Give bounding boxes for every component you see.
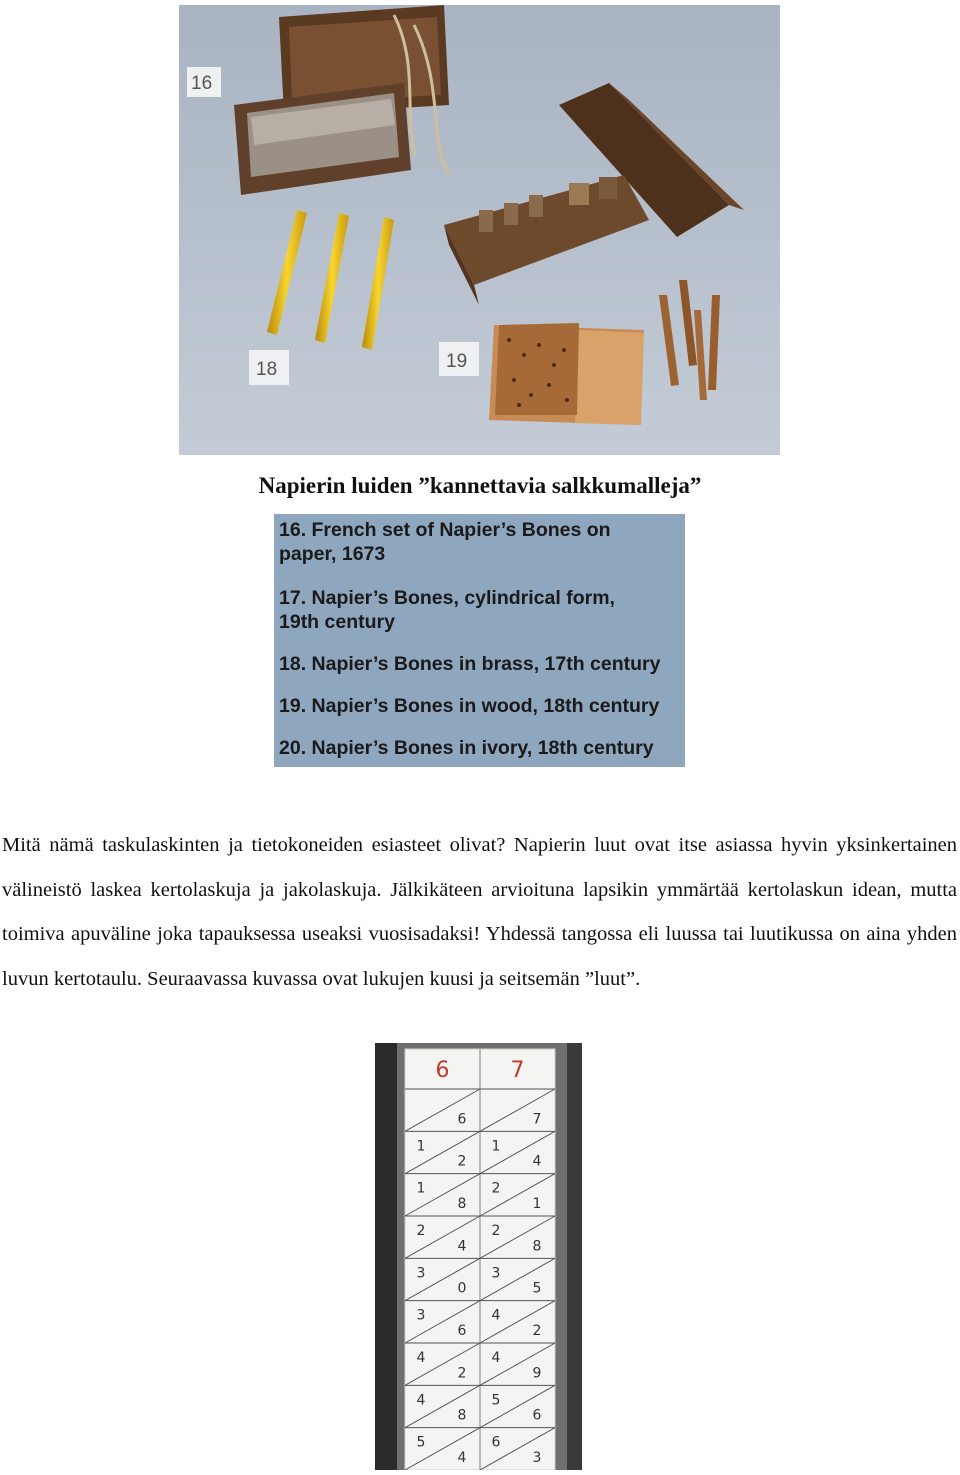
rod-header-digit: 6	[435, 1058, 450, 1083]
rod-units-digit: 7	[532, 1111, 542, 1128]
label-line: paper, 1673	[279, 543, 386, 565]
rod-units-digit: 6	[457, 1323, 467, 1339]
tag-16: 16	[191, 73, 213, 94]
photo-caption: Napierin luiden ”kannettavia salkkumalleja”	[258, 473, 702, 498]
rod-tens-digit: 2	[491, 1223, 501, 1239]
label-line: 19. Napier’s Bones in wood, 18th century	[279, 695, 660, 717]
museum-label-panel	[274, 514, 685, 767]
rod-units-digit: 2	[532, 1323, 542, 1339]
rod-tens-digit: 1	[416, 1138, 426, 1155]
rod-tens-digit: 2	[416, 1223, 426, 1239]
rod-units-digit: 3	[532, 1450, 542, 1466]
label-line: 17. Napier’s Bones, cylindrical form,	[279, 587, 615, 609]
rod-header-digit: 7	[510, 1058, 525, 1083]
tag-19: 19	[446, 351, 468, 372]
rod-tens-digit: 1	[416, 1180, 426, 1197]
rod-units-digit: 4	[457, 1450, 467, 1466]
body-paragraph: Mitä nämä taskulaskinten ja tietokoneiden esiasteet olivat? Napierin luut ovat itse asiassa hyvin yksinkertainen välineistö laskea kertolaskuja ja jakolaskuja. Jälkikäteen arvioituna lapsikin ymmärtää kertolaskun idean, mutta toimiva apuväline joka tapauksessa useaksi vuosisadaksi! Yhdessä tangossa eli luussa tai luutikussa on aina yhden luvun kertotaulu. Seuraavassa kuvassa ovat lukujen kuusi ja seitsemän ”luut”.	[2, 834, 957, 990]
rod-units-digit: 4	[532, 1153, 542, 1170]
rod-units-digit: 6	[457, 1111, 467, 1128]
rod-tens-digit: 4	[416, 1350, 426, 1366]
rod-units-digit: 1	[532, 1196, 542, 1212]
napier-bones-museum-photo	[179, 5, 780, 455]
rod-units-digit: 2	[457, 1365, 467, 1382]
rod-tens-digit: 3	[416, 1307, 426, 1324]
rod-units-digit: 8	[457, 1407, 467, 1424]
rod-units-digit: 0	[457, 1280, 467, 1297]
rod-tens-digit: 3	[416, 1265, 426, 1282]
rod-tens-digit: 6	[491, 1434, 501, 1451]
rod-tens-digit: 4	[491, 1307, 501, 1324]
rod-units-digit: 8	[457, 1196, 467, 1212]
rods-svg	[375, 1043, 582, 1470]
rod-units-digit: 5	[532, 1280, 542, 1297]
rod-tens-digit: 5	[491, 1392, 501, 1409]
body-paragraph-container	[2, 823, 957, 1001]
rod-tens-digit: 1	[491, 1138, 501, 1155]
rod-units-digit: 2	[457, 1153, 467, 1170]
rod-units-digit: 9	[532, 1365, 542, 1382]
label-line: 19th century	[279, 611, 395, 633]
rod-tens-digit: 4	[416, 1392, 426, 1409]
rod-tens-digit: 4	[491, 1350, 501, 1366]
tag-18: 18	[256, 359, 278, 380]
label-line: 16. French set of Napier’s Bones on	[279, 519, 611, 541]
rod-tens-digit: 2	[491, 1180, 501, 1197]
rod-units-digit: 8	[532, 1238, 542, 1255]
rod-tens-digit: 5	[416, 1434, 426, 1451]
rod-units-digit: 4	[457, 1238, 467, 1255]
label-line: 20. Napier’s Bones in ivory, 18th century	[279, 737, 654, 759]
rod-units-digit: 6	[532, 1407, 542, 1424]
label-line: 18. Napier’s Bones in brass, 17th century	[279, 653, 661, 675]
rod-tens-digit: 3	[491, 1265, 501, 1282]
napier-rods-6-7-photo	[375, 1043, 582, 1470]
